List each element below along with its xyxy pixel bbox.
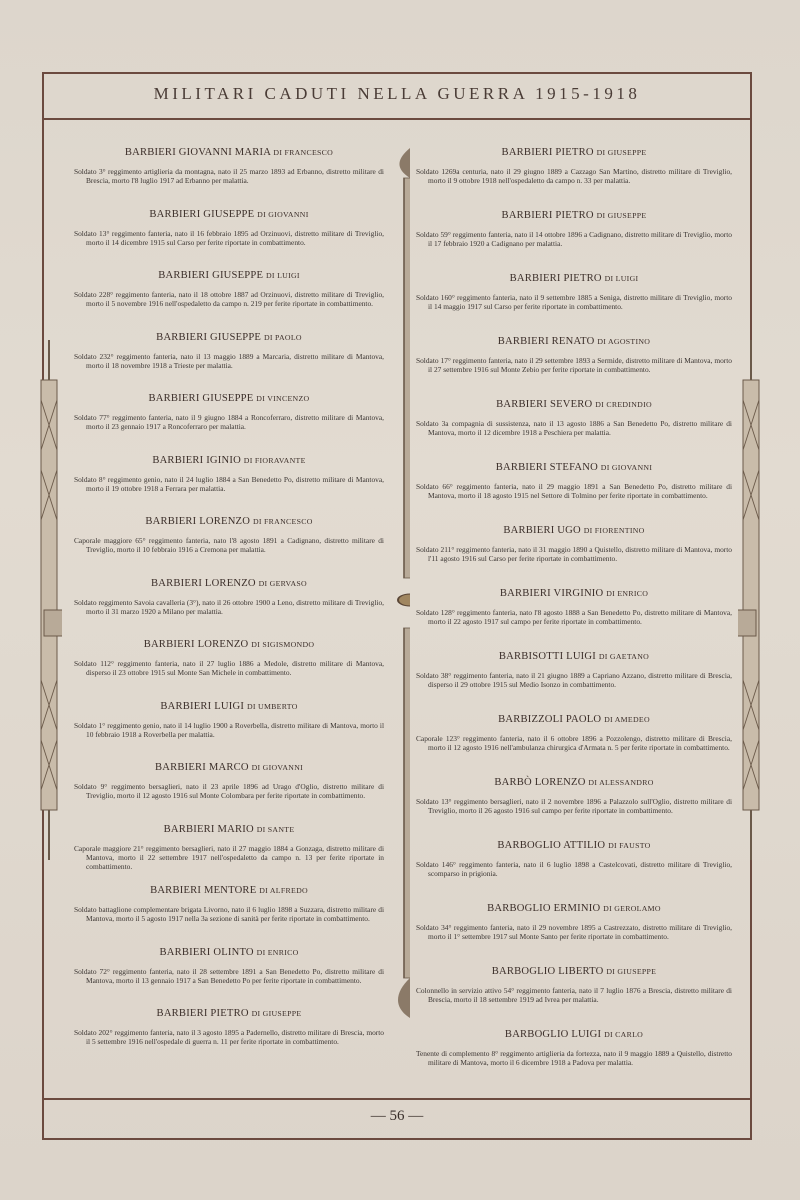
page-title: MILITARI CADUTI NELLA GUERRA 1915-1918 [153,84,641,103]
entry-text: Soldato 146° reggimento fanteria, nato il 6 luglio 1898 a Castelcovati, distretto militare di Treviglio, scomparso in prigionia. [416,860,732,879]
entry-name: BARBIERI UGO DI FIORENTINO [503,525,645,536]
entry [416,644,732,707]
entry-name: BARBOGLIO LIBERTO DI GIUSEPPE [491,966,657,977]
entry-name: BARBIERI GIUSEPPE DI GIOVANNI [149,208,309,220]
header-rule [42,118,752,120]
entry [416,896,732,959]
entry-name: BARBIZZOLI PAOLO DI AMEDEO [498,714,650,725]
entry-name: BARBISOTTI LUIGI DI GAETANO [498,651,650,662]
entry [74,509,384,571]
entry-name: BARBIERI GIUSEPPE DI PAOLO [156,331,302,343]
entry-text: Colonnello in servizio attivo 54° reggimento fanteria, nato il 7 luglio 1876 a Brescia, distretto militare di Brescia, morto il 18 settembre 1919 ad Ivrea per malattia. [416,986,732,1005]
entry-text: Soldato reggimento Savoia cavalleria (3°), nato il 26 ottobre 1900 a Leno, distretto militare di Treviglio, morto il 31 marzo 1920 a Milano per malattia. [74,597,384,616]
entry [416,833,732,896]
entry-name: BARBIERI LUIGI DI UMBERTO [160,700,298,712]
entry [74,817,384,879]
entry [416,518,732,581]
entry [74,448,384,510]
entry [74,571,384,633]
entry [74,202,384,264]
entry-text: Soldato 232° reggimento fanteria, nato il 13 maggio 1889 a Marcaria, distretto militare di Mantova, morto il 18 novembre 1918 a Trieste per malattia. [74,351,384,370]
entry-name: BARBIERI MENTORE DI ALFREDO [150,885,308,896]
entry-name: BARBIERI PIETRO DI GIUSEPPE [156,1008,302,1019]
entry-text: Soldato 3° reggimento artiglieria da montagna, nato il 25 marzo 1893 ad Erbanno, distretto militare di Brescia, morto l'8 luglio 1917 ad Erbanno per malattia. [74,167,384,186]
page-number: — 56 — [370,1108,424,1124]
entry-name: BARBIERI LORENZO DI GERVASO [151,577,307,589]
entry [416,770,732,833]
entry-name: BARBIERI GIOVANNI MARIA DI FRANCESCO [124,147,334,158]
entry-text: Soldato 72° reggimento fanteria, nato il 28 settembre 1891 a San Benedetto Po, distretto militare di Mantova, morto il 13 gennaio 1917 a San Benedetto Po per ferite riportate in combattimento. [74,966,384,985]
entry-name: BARBIERI LORENZO DI SIGISMONDO [143,639,315,650]
entry-name: BARBIERI PIETRO DI GIUSEPPE [501,210,647,221]
entry-name: BARBIERI SEVERO DI CREDINDIO [496,399,652,410]
left-column [74,140,384,1063]
entry-name: BARBOGLIO ERMINIO DI GEROLAMO [487,903,661,914]
entry-name: BARBÒ LORENZO DI ALESSANDRO [494,777,654,788]
entry-name: BARBIERI VIRGINIO DI ENRICO [499,588,649,599]
entry-text: Soldato 77° reggimento fanteria, nato il 9 giugno 1884 a Roncoferraro, distretto militare di Mantova, morto il 23 gennaio 1917 a Roncoferraro per malattia. [74,413,384,432]
entry-text: Soldato 1° reggimento genio, nato il 14 luglio 1900 a Roverbella, distretto militare di Mantova, morto il 10 febbraio 1918 a Roverbella per malattia. [74,720,384,739]
entry-text: Soldato 13° reggimento fanteria, nato il 16 febbraio 1895 ad Orzinuovi, distretto militare di Treviglio, morto il 14 dicembre 1915 sul Carso per ferite riportate in combattimento. [74,228,384,247]
entry [74,632,384,694]
entry [416,392,732,455]
entry-name: BARBIERI IGINIO DI FIORAVANTE [152,454,306,466]
entry-name: BARBIERI RENATO DI AGOSTINO [497,336,651,347]
entry-text: Soldato 34° reggimento fanteria, nato il 29 novembre 1895 a Castrezzato, distretto militare di Treviglio, morto il 1° settembre 1917 sul Monte Santo per ferite riportate in combattimento. [416,923,732,942]
entry [74,940,384,1002]
footer-rule [42,1098,752,1100]
entry-name: BARBOGLIO ATTILIO DI FAUSTO [497,840,651,851]
entry-text: Caporale 123° reggimento fanteria, nato il 6 ottobre 1896 a Pozzolengo, distretto militare di Brescia, morto il 12 agosto 1916 nell'ambulanza chirurgica d'Armata n. 5 per ferite riportate in combattimento. [416,734,732,753]
entry-name: BARBIERI GIUSEPPE DI LUIGI [158,270,300,281]
entry-text: Soldato 66° reggimento fanteria, nato il 29 maggio 1891 a San Benedetto Po, distretto militare di Mantova, morto il 18 agosto 1915 nel Settore di Tolmino per ferite riportate in combattimento. [416,482,732,501]
entry [416,266,732,329]
entry-name: BARBIERI LORENZO DI FRANCESCO [145,516,313,527]
entry-name: BARBIERI PIETRO DI LUIGI [509,273,639,284]
entry-text: Soldato 160° reggimento fanteria, nato il 9 settembre 1885 a Seniga, distretto militare di Treviglio, morto il 14 maggio 1917 sul Carso per ferite riportate in combattimento. [416,293,732,312]
entry-text: Soldato 3a compagnia di sussistenza, nato il 13 agosto 1886 a San Benedetto Po, distretto militare di Mantova, morto il 12 dicembre 1918 a Peschiera per malattia. [416,419,732,438]
entry-name: BARBIERI STEFANO DI GIOVANNI [495,462,653,473]
entry-text: Soldato 211° reggimento fanteria, nato il 31 maggio 1890 a Quistello, distretto militare di Mantova, morto l'11 agosto 1916 sul Carso per ferite riportate in combattimento. [416,545,732,564]
entry-text: Soldato 8° reggimento genio, nato il 24 luglio 1884 a San Benedetto Po, distretto militare di Mantova, morto il 19 ottobre 1918 a Ferrara per malattia. [74,474,384,493]
entry-name: BARBIERI MARIO DI SANTE [163,823,295,835]
left-pole-ornament [36,340,62,860]
entry [416,581,732,644]
entry-name: BARBIERI PIETRO DI GIUSEPPE [501,147,647,158]
entry-name: BARBIERI GIUSEPPE DI VINCENZO [148,393,310,404]
entry-text: Soldato 112° reggimento fanteria, nato il 27 luglio 1886 a Medole, distretto militare di Mantova, disperso il 23 ottobre 1915 sul Monte San Michele in combattimento. [74,659,384,678]
entry [74,755,384,817]
central-pole-ornament [390,148,410,1028]
entry-text: Caporale maggiore 65° reggimento fanteria, nato l'8 agosto 1891 a Cadignano, distretto militare di Treviglio, morto il 10 febbraio 1916 a Cremona per malattia. [74,536,384,555]
entry [416,203,732,266]
entry [74,878,384,940]
entry [416,707,732,770]
entry-text: Soldato battaglione complementare brigata Livorno, nato il 6 luglio 1898 a Suzzara, distretto militare di Mantova, morto il 5 agosto 1917 nella 3a sezione di sanità per ferite riportate in combattimento. [74,905,384,924]
entry [74,263,384,325]
right-column [416,140,732,1085]
entry-text: Caporale maggiore 21° reggimento bersaglieri, nato il 27 maggio 1884 a Gonzaga, distretto militare di Mantova, morto il 22 settembre 1917 nell'ospedaletto da campo n. 13 per ferite riportate in combattimento. [74,843,384,871]
entry [74,140,384,202]
entry-text: Soldato 59° reggimento fanteria, nato il 14 ottobre 1896 a Cadignano, distretto militare di Treviglio, morto il 17 febbraio 1920 a Cadignano per malattia. [416,230,732,249]
entry-text: Soldato 128° reggimento fanteria, nato l'8 agosto 1888 a San Benedetto Po, distretto militare di Mantova, morto il 22 agosto 1917 sul campo per ferite riportate in combattimento. [416,608,732,627]
entry-text: Soldato 1269a centuria, nato il 29 giugno 1889 a Cazzago San Martino, distretto militare di Treviglio, morto il 9 ottobre 1918 nell'ospedaletto da campo n. 33 per malattia. [416,167,732,186]
entry-text: Soldato 228° reggimento fanteria, nato il 18 ottobre 1887 ad Orzinuovi, distretto militare di Treviglio, morto il 5 novembre 1916 nell'ospedaletto da campo n. 219 per ferite riportate in combattimento. [74,290,384,309]
entry-name: BARBIERI OLINTO DI ENRICO [159,946,299,958]
entry [416,140,732,203]
entry-text: Soldato 13° reggimento bersaglieri, nato il 2 novembre 1896 a Palazzolo sull'Oglio, distretto militare di Treviglio, morto il 26 agosto 1916 sul campo per ferite riportate in combattimento. [416,797,732,816]
entry-text: Soldato 17° reggimento fanteria, nato il 29 settembre 1893 a Sermide, distretto militare di Mantova, morto il 27 settembre 1916 sul Monte Zebio per ferite riportate in combattimento. [416,356,732,375]
entry [416,455,732,518]
entry [416,329,732,392]
entry-text: Tenente di complemento 8° reggimento artiglieria da fortezza, nato il 9 maggio 1889 a Quistello, distretto militare di Mantova, morto il 6 dicembre 1918 a Padova per malattia. [416,1049,732,1068]
entry [74,325,384,387]
entry [74,386,384,448]
entry-text: Soldato 9° reggimento bersaglieri, nato il 23 aprile 1896 ad Urago d'Oglio, distretto militare di Treviglio, morto il 12 agosto 1916 sul Monte Colombara per ferite riportate in combattimento. [74,782,384,801]
right-pole-ornament [738,340,764,860]
entry-text: Soldato 38° reggimento fanteria, nato il 21 giugno 1889 a Capriano Azzano, distretto militare di Brescia, disperso il 29 ottobre 1915 sul Medio Isonzo in combattimento. [416,671,732,690]
entry-text: Soldato 202° reggimento fanteria, nato il 3 agosto 1895 a Padernello, distretto militare di Brescia, morto il 5 settembre 1916 nell'ospedale di guerra n. 11 per ferite riportate in combattimento. [74,1028,384,1047]
entry-name: BARBIERI MARCO DI GIOVANNI [154,762,304,773]
entry [74,1001,384,1063]
entry-name: BARBOGLIO LUIGI DI CARLO [504,1029,644,1040]
entry [416,1022,732,1085]
entry [416,959,732,1022]
entry [74,694,384,756]
